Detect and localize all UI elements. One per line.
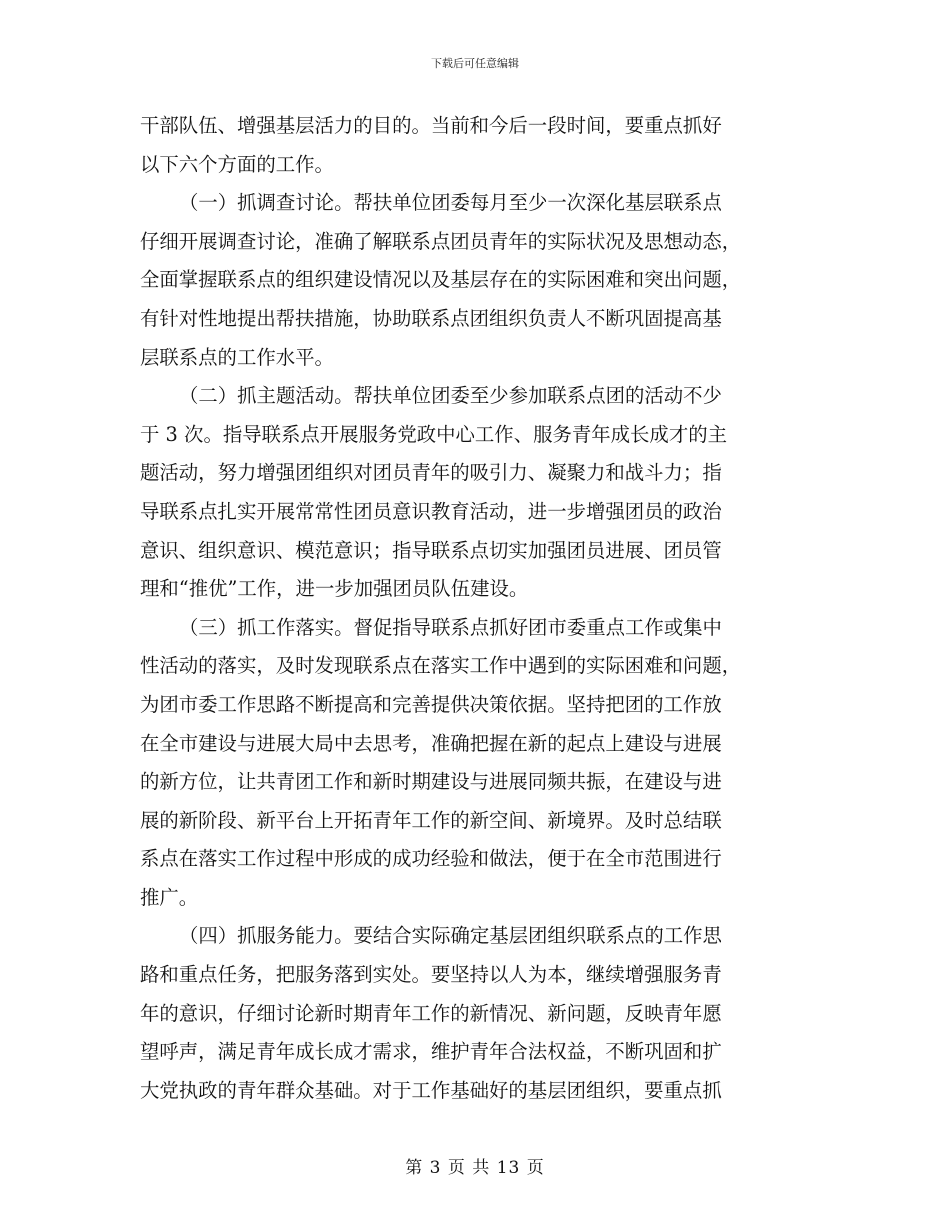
text-line: （四）抓服务能力。要结合实际确定基层团组织联系点的工作思	[179, 924, 722, 948]
text-line: 导联系点扎实开展常常性团员意识教育活动，进一步增强团员的政治	[140, 499, 722, 523]
page-footer: 第 3 页 共 13 页	[405, 1158, 545, 1178]
text-line: 为团市委工作思路不断提高和完善提供决策依据。坚持把团的工作放	[140, 692, 722, 716]
text-line: 有针对性地提出帮扶措施，协助联系点团组织负责人不断巩固提高基	[140, 306, 722, 330]
text-line: （三）抓工作落实。督促指导联系点抓好团市委重点工作或集中	[179, 615, 722, 639]
text-line: 意识、组织意识、模范意识；指导联系点切实加强团员进展、团员管	[140, 538, 722, 562]
text-line: 仔细开展调查讨论，准确了解联系点团员青年的实际状况及思想动态，	[140, 229, 742, 253]
text-line: 于 3 次。指导联系点开展服务党政中心工作、服务青年成长成才的主	[140, 422, 727, 446]
text-line: 望呼声，满足青年成长成才需求，维护青年合法权益，不断巩固和扩	[140, 1040, 722, 1064]
document-body	[140, 107, 820, 1110]
text-line: 干部队伍、增强基层活力的目的。当前和今后一段时间，要重点抓好	[140, 114, 722, 137]
text-line: 全面掌握联系点的组织建设情况以及基层存在的实际困难和突出问题，	[140, 268, 742, 292]
text-line: 层联系点的工作水平。	[140, 345, 334, 369]
text-line: 推广。	[140, 885, 199, 909]
text-line: 的新方位，让共青团工作和新时期建设与进展同频共振，在建设与进	[140, 770, 722, 794]
page-header: 下载后可任意编辑	[431, 57, 519, 70]
text-line: 年的意识，仔细讨论新时期青年工作的新情况、新问题，反映青年愿	[140, 1001, 722, 1025]
text-line: 路和重点任务，把服务落到实处。要坚持以人为本，继续增强服务青	[140, 963, 722, 987]
text-line: 性活动的落实，及时发现联系点在落实工作中遇到的实际困难和问题，	[140, 654, 742, 678]
text-line: （二）抓主题活动。帮扶单位团委至少参加联系点团的活动不少	[179, 384, 722, 408]
text-line: 展的新阶段、新平台上开拓青年工作的新空间、新境界。及时总结联	[140, 808, 722, 832]
text-line: 在全市建设与进展大局中去思考，准确把握在新的起点上建设与进展	[140, 731, 722, 755]
text-line: 以下六个方面的工作。	[140, 152, 334, 176]
text-line: 大党执政的青年群众基础。对于工作基础好的基层团组织，要重点抓	[140, 1078, 722, 1102]
text-line: 系点在落实工作过程中形成的成功经验和做法，便于在全市范围进行	[140, 847, 722, 871]
text-line: 理和“推优”工作，进一步加强团员队伍建设。	[140, 577, 529, 601]
text-line: （一）抓调查讨论。帮扶单位团委每月至少一次深化基层联系点	[179, 191, 722, 215]
text-line: 题活动，努力增强团组织对团员青年的吸引力、凝聚力和战斗力；指	[140, 461, 722, 485]
